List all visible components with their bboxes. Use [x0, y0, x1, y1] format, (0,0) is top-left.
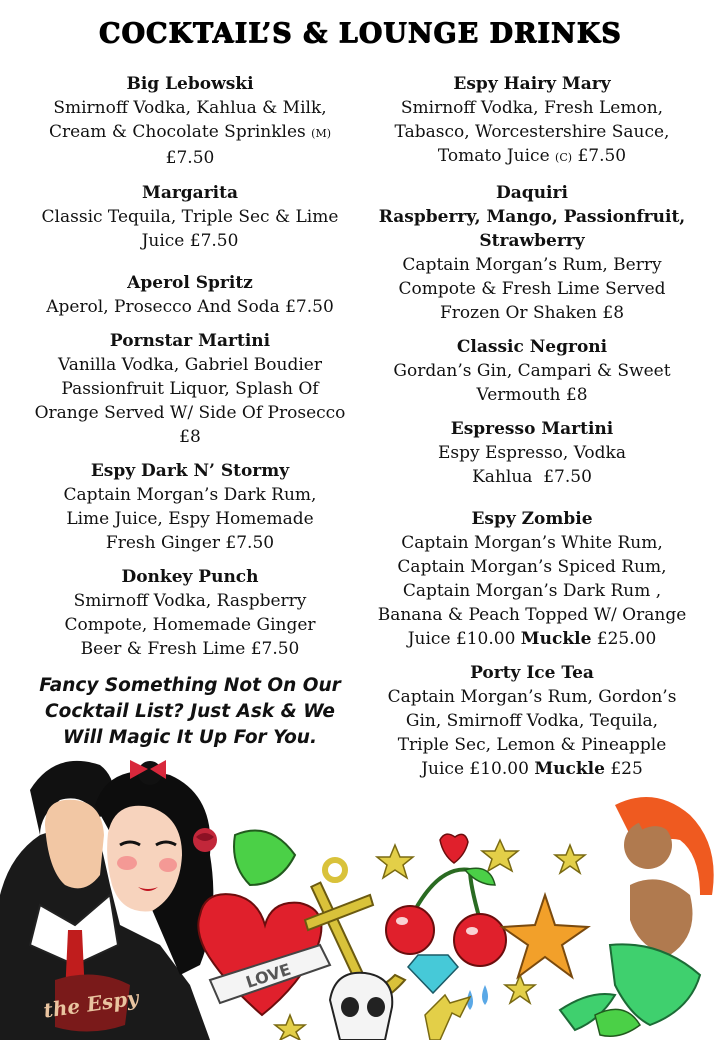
item-name: Pornstar Martini [109, 331, 271, 351]
item-desc-line: Gordan’s Gin, Campari & Sweet [393, 361, 671, 381]
item-desc-line-tagged [364, 144, 700, 170]
muckle-label: Muckle [520, 629, 592, 649]
menu-item-pornstar-martini [22, 329, 358, 449]
right-column [364, 72, 700, 781]
item-name: Espy Hairy Mary [453, 74, 611, 94]
item-flavours-line: Strawberry [479, 231, 585, 251]
mermaid-illustration [560, 797, 714, 1030]
item-price: Juice £10.00 [421, 759, 535, 779]
item-name: Donkey Punch [121, 567, 259, 587]
item-name: Margarita [142, 183, 238, 203]
item-price: Juice £10.00 [407, 629, 516, 649]
item-name: Espy Zombie [471, 509, 593, 529]
item-desc-line: Beer & Fresh Lime £7.50 [80, 639, 300, 659]
muckle-price: £25.00 [596, 629, 657, 649]
custom-cocktail-note [22, 673, 358, 751]
item-name: Espy Dark N’ Stormy [90, 461, 290, 481]
item-desc-line: Fresh Ginger £7.50 [105, 533, 275, 553]
dietary-tag: (C) [555, 151, 573, 164]
arrow-icon [425, 995, 470, 1040]
item-desc-line: Captain Morgan’s Rum, Berry [402, 255, 662, 275]
menu-title: COCKTAIL’S & LOUNGE DRINKS [98, 18, 622, 49]
item-price-line [364, 627, 700, 651]
dietary-tag: (M) [311, 127, 332, 140]
skull-icon [330, 973, 392, 1040]
item-price: £7.50 [165, 148, 215, 168]
item-flavours-line: Raspberry, Mango, Passionfruit, [378, 207, 686, 227]
espy-logo: the Espy [42, 985, 141, 1023]
love-banner-text: LOVE [243, 959, 294, 992]
item-desc-line: Smirnoff Vodka, Fresh Lemon, [400, 98, 664, 118]
menu-item-espresso-martini [364, 417, 700, 489]
item-name: Espresso Martini [450, 419, 614, 439]
menu-item-margarita [22, 181, 358, 253]
item-desc-line: Lime Juice, Espy Homemade [66, 509, 314, 529]
starfish-icon [502, 895, 588, 977]
item-desc-line: Orange Served W/ Side Of Prosecco [34, 403, 346, 423]
item-desc-line: Banana & Peach Topped W/ Orange [377, 605, 687, 625]
menu-item-donkey-punch [22, 565, 358, 661]
note-line: Fancy Something Not On Our [39, 675, 341, 696]
item-desc-text: Cream & Chocolate Sprinkles [48, 122, 306, 142]
item-desc-line: Captain Morgan’s Dark Rum , [402, 581, 662, 601]
item-desc-line: Compote, Homemade Ginger [64, 615, 316, 635]
item-desc-line: Smirnoff Vodka, Kahlua & Milk, [53, 98, 327, 118]
item-desc-line: Captain Morgan’s Dark Rum, [63, 485, 317, 505]
item-price: £7.50 [577, 146, 627, 166]
muckle-price: £25 [610, 759, 643, 779]
item-name: Porty Ice Tea [470, 663, 594, 683]
couple-illustration [0, 760, 217, 1040]
item-desc-line: Captain Morgan’s Spiced Rum, [397, 557, 667, 577]
menu-item-espy-zombie [364, 507, 700, 651]
item-desc-line: Tabasco, Worcestershire Sauce, [394, 122, 670, 142]
item-desc-text: Tomato Juice [437, 146, 550, 166]
heart-love-banner [198, 894, 330, 1015]
item-desc-line: Vermouth £8 [476, 385, 588, 405]
item-name: Aperol Spritz [127, 273, 253, 293]
menu-item-espy-hairy-mary [364, 72, 700, 170]
menu-item-big-lebowski [22, 72, 358, 170]
heart-icon [440, 834, 468, 863]
note-line: Cocktail List? Just Ask & We [45, 701, 335, 722]
tattoo-artwork [0, 745, 720, 1040]
leaf-icon [234, 831, 295, 886]
item-desc-line: £8 [179, 427, 201, 447]
item-desc-line: Espy Espresso, Vodka [438, 443, 626, 463]
left-column [22, 72, 358, 751]
menu-item-espy-dark-n-stormy [22, 459, 358, 555]
cherries-icon [386, 868, 506, 966]
menu-item-daquiri [364, 181, 700, 325]
menu-item-classic-negroni [364, 335, 700, 407]
item-desc-line: Compote & Fresh Lime Served [398, 279, 666, 299]
muckle-label: Muckle [534, 759, 605, 779]
item-desc-line: Captain Morgan’s White Rum, [401, 533, 663, 553]
item-desc-line: Passionfruit Liquor, Splash Of [61, 379, 319, 399]
item-desc-line: Triple Sec, Lemon & Pineapple [397, 735, 667, 755]
item-desc-line: Juice £7.50 [141, 231, 239, 251]
diamond-icon [408, 955, 458, 993]
item-desc-line: Frozen Or Shaken £8 [439, 303, 625, 323]
item-desc-line: Classic Tequila, Triple Sec & Lime [41, 207, 339, 227]
item-name: Classic Negroni [456, 337, 608, 357]
menu-item-aperol-spritz [22, 271, 358, 319]
item-desc-line-tagged [22, 120, 358, 146]
item-desc-line: Captain Morgan’s Rum, Gordon’s [387, 687, 677, 707]
item-desc-line: Aperol, Prosecco And Soda £7.50 [46, 297, 334, 317]
item-name: Big Lebowski [126, 74, 254, 94]
item-desc-line: Kahlua £7.50 [472, 467, 592, 487]
item-desc-line: Gin, Smirnoff Vodka, Tequila, [405, 711, 659, 731]
item-desc-line: Smirnoff Vodka, Raspberry [73, 591, 307, 611]
item-desc-line: Vanilla Vodka, Gabriel Boudier [58, 355, 322, 375]
note-line: Will Magic It Up For You. [62, 727, 318, 748]
item-name: Daquiri [496, 183, 568, 203]
